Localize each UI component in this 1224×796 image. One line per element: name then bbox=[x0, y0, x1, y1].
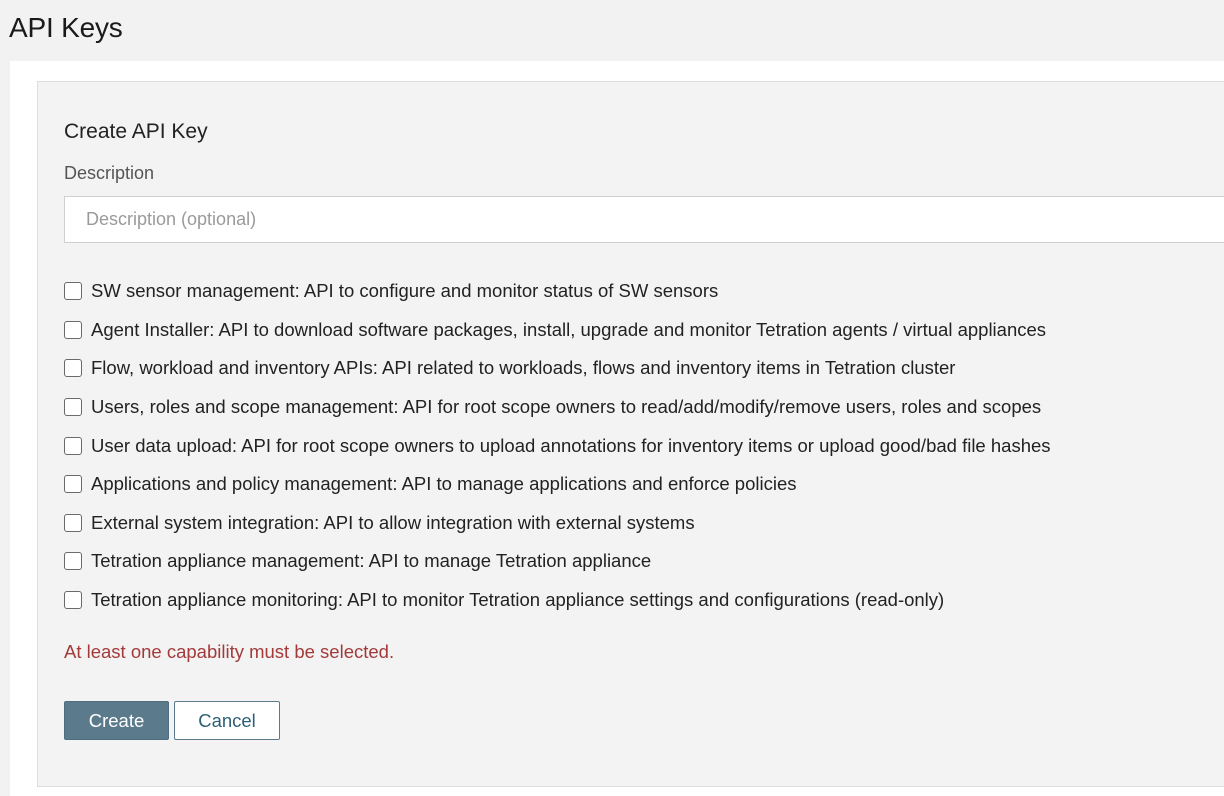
capability-label[interactable]: Users, roles and scope management: API for root scope owners to read/add/modify/remove users, roles and scopes bbox=[91, 396, 1042, 418]
capability-label[interactable]: Tetration appliance monitoring: API to monitor Tetration appliance settings and configurations (read-only) bbox=[91, 589, 945, 611]
capability-checkbox[interactable] bbox=[64, 359, 82, 377]
capability-item[interactable] bbox=[64, 581, 1224, 620]
capability-checkbox[interactable] bbox=[64, 591, 82, 609]
capability-label[interactable]: External system integration: API to allow integration with external systems bbox=[91, 511, 695, 533]
capability-item[interactable] bbox=[64, 542, 1224, 581]
cancel-button[interactable]: Cancel bbox=[174, 701, 280, 740]
capability-label[interactable]: SW sensor management: API to configure and monitor status of SW sensors bbox=[91, 280, 719, 302]
capability-item[interactable] bbox=[64, 272, 1224, 311]
capability-checkbox[interactable] bbox=[64, 321, 82, 339]
capability-item[interactable] bbox=[64, 388, 1224, 427]
capability-checkbox[interactable] bbox=[64, 552, 82, 570]
capability-checkbox[interactable] bbox=[64, 514, 82, 532]
capability-item[interactable] bbox=[64, 465, 1224, 504]
capability-checkbox[interactable] bbox=[64, 282, 82, 300]
description-input[interactable] bbox=[64, 196, 1224, 243]
capability-item[interactable] bbox=[64, 349, 1224, 388]
capability-checkbox[interactable] bbox=[64, 475, 82, 493]
capability-label[interactable]: User data upload: API for root scope owners to upload annotations for inventory items or upload good/bad file hashes bbox=[91, 434, 1051, 456]
validation-error: At least one capability must be selected. bbox=[64, 641, 395, 662]
create-button[interactable]: Create bbox=[64, 701, 169, 740]
capability-label[interactable]: Flow, workload and inventory APIs: API related to workloads, flows and inventory items in Tetration cluster bbox=[91, 357, 956, 379]
capability-item[interactable] bbox=[64, 426, 1224, 465]
capability-item[interactable] bbox=[64, 311, 1224, 350]
capability-checkbox[interactable] bbox=[64, 437, 82, 455]
capability-checkbox[interactable] bbox=[64, 398, 82, 416]
page-title: API Keys bbox=[9, 12, 123, 43]
capability-item[interactable] bbox=[64, 504, 1224, 543]
capability-list bbox=[64, 272, 1224, 619]
form-title: Create API Key bbox=[64, 120, 208, 143]
capability-label[interactable]: Applications and policy management: API to manage applications and enforce policies bbox=[91, 473, 797, 495]
description-label: Description bbox=[64, 163, 155, 183]
capability-label[interactable]: Agent Installer: API to download software packages, install, upgrade and monitor Tetration agents / virtual appliances bbox=[91, 318, 1047, 340]
capability-label[interactable]: Tetration appliance management: API to manage Tetration appliance bbox=[91, 550, 652, 572]
